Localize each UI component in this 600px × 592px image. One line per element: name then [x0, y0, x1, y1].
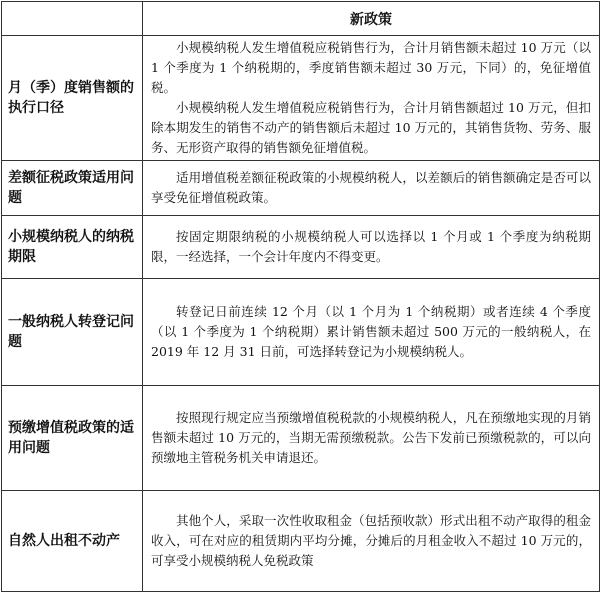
content-paragraph: 小规模纳税人发生增值税应税销售行为，合计月销售额超过 10 万元，但扣除本期发生的销售不动产的销售额后未超过 10 万元的，其销售货物、劳务、服务、无形资产取得的销售额免征增值税。	[151, 100, 591, 155]
row-topic: 预缴增值税政策的适用问题	[2, 386, 143, 491]
row-content	[143, 386, 600, 491]
row-topic: 月（季）度销售额的执行口径	[2, 36, 143, 161]
table-row	[2, 161, 600, 216]
row-content	[143, 491, 600, 592]
content-paragraph: 转登记日前连续 12 个月（以 1 个月为 1 个纳税期）或者连续 4 个季度（以 1 个季度为 1 个纳税期）累计销售额未超过 500 万元的一般纳税人，在 2019 年 12 月 31 日前，可选择转登记为小规模纳税人。	[151, 304, 591, 359]
row-content	[143, 161, 600, 216]
table-row	[2, 216, 600, 279]
content-paragraph: 其他个人，采取一次性收取租金（包括预收款）形式出租不动产取得的租金收入，可在对应的租赁期内平均分摊，分摊后的月租金收入不超过 10 万元的，可享受小规模纳税人免税政策	[151, 513, 591, 568]
header-row	[2, 2, 600, 36]
row-topic: 自然人出租不动产	[2, 491, 143, 592]
table-row	[2, 386, 600, 491]
policy-column-header: 新政策	[143, 2, 600, 36]
table-row	[2, 491, 600, 592]
policy-table	[1, 1, 600, 592]
row-topic: 差额征税政策适用问题	[2, 161, 143, 216]
table-row	[2, 36, 600, 161]
table-row	[2, 279, 600, 386]
content-paragraph: 按照现行规定应当预缴增值税税款的小规模纳税人，凡在预缴地实现的月销售额未超过 10 万元的，当期无需预缴税款。公告下发前已预缴税款的，可以向预缴地主管税务机关申请退还。	[151, 410, 591, 465]
row-topic: 小规模纳税人的纳税期限	[2, 216, 143, 279]
row-content	[143, 216, 600, 279]
content-paragraph: 按固定期限纳税的小规模纳税人可以选择以 1 个月或 1 个季度为纳税期限，一经选择，一个会计年度内不得变更。	[151, 229, 591, 264]
content-paragraph: 适用增值税差额征税政策的小规模纳税人，以差额后的销售额确定是否可以享受免征增值税政策。	[151, 170, 591, 205]
row-content	[143, 279, 600, 386]
row-topic: 一般纳税人转登记问题	[2, 279, 143, 386]
content-paragraph: 小规模纳税人发生增值税应税销售行为，合计月销售额未超过 10 万元（以 1 个季度为 1 个纳税期的，季度销售额未超过 30 万元，下同）的，免征增值税。	[151, 40, 591, 95]
row-content	[143, 36, 600, 161]
header-corner-cell	[2, 2, 143, 36]
